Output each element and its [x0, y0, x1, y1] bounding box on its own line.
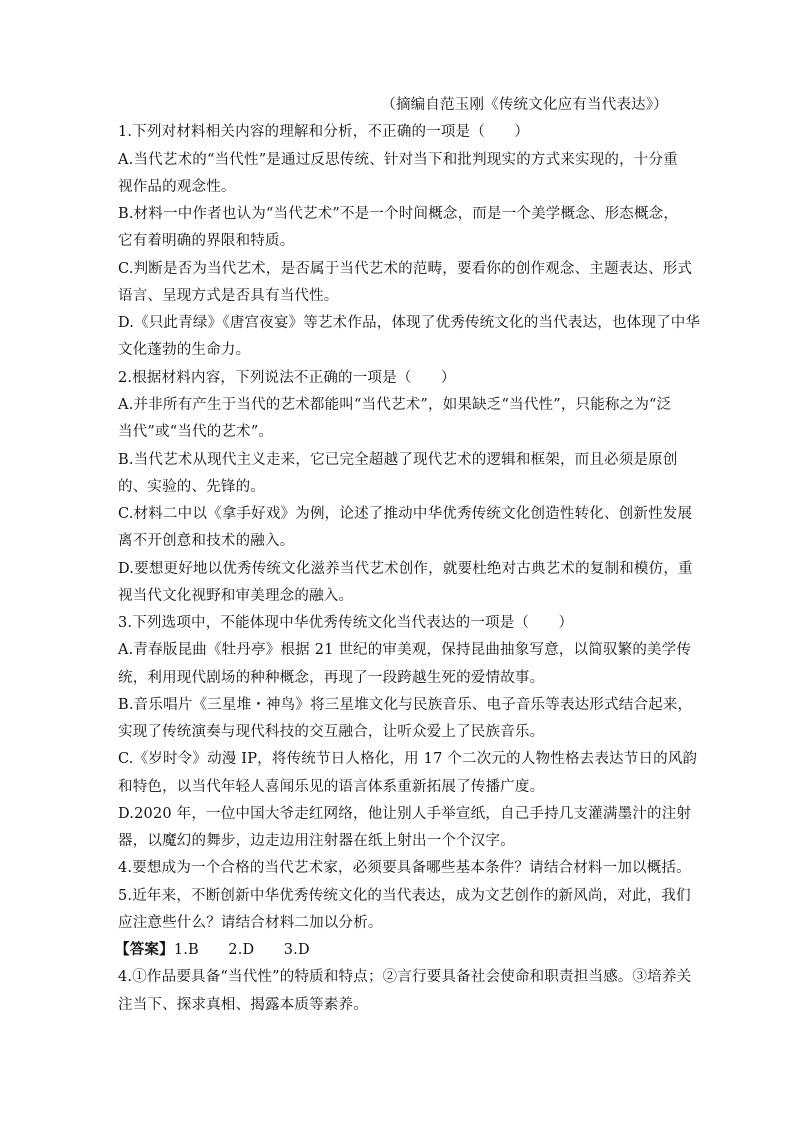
question-4: 4.要想成为一个合格的当代艺术家，必须要具备哪些基本条件？请结合材料一加以概括。 — [118, 860, 691, 876]
question-3-option-c-cont: 和特色，以当代年轻人喜闻乐见的语言体系重新拓展了传播广度。 — [118, 779, 545, 795]
question-1-option-b-cont: 它有着明确的界限和特质。 — [118, 233, 295, 249]
question-3-option-a: A.青春版昆曲《牡丹亭》根据 21 世纪的审美观，保持昆曲抽象写意，以简驭繁的美学传 — [118, 642, 692, 658]
question-2-option-b: B.当代艺术从现代主义走来，它已完全超越了现代艺术的逻辑和框架，而且必须是原创 — [118, 452, 678, 468]
question-3-option-b: B.音乐唱片《三星堆・神鸟》将三星堆文化与民族音乐、电子音乐等表达形式结合起来， — [118, 697, 693, 713]
question-3-option-d-cont: 器，以魔幻的舞步，边走边用注射器在纸上射出一个个汉字。 — [118, 833, 515, 849]
question-1-option-d-cont: 文化蓬勃的生命力。 — [118, 342, 251, 358]
answer-key — [115, 940, 310, 960]
question-3-stem: 3.下列选项中，不能体现中华优秀传统文化当代表达的一项是（ ） — [118, 615, 574, 631]
question-1-option-a-cont: 视作品的观念性。 — [118, 179, 236, 195]
question-1-option-a: A.当代艺术的“当代性”是通过反思传统、针对当下和批判现实的方式来实现的，十分重 — [118, 152, 678, 168]
question-3-option-a-cont: 统，利用现代剧场的种种概念，再现了一段跨越生死的爱情故事。 — [118, 670, 545, 686]
question-5-cont: 应注意些什么？请结合材料二加以分析。 — [118, 915, 383, 931]
answer-4-cont: 注当下、探求真相、揭露本质等素养。 — [118, 997, 368, 1013]
question-3-option-b-cont: 实现了传统演奏与现代科技的交互融合，让听众爱上了民族音乐。 — [118, 724, 545, 740]
question-1-option-c: C.判断是否为当代艺术，是否属于当代艺术的范畴，要看你的创作观念、主题表达、形式 — [118, 261, 693, 277]
question-2-option-b-cont: 的、实验的、先锋的。 — [118, 479, 265, 495]
question-3-option-c: C.《岁时令》动漫 IP，将传统节日人格化，用 17 个二次元的人物性格去表达节日的风韵 — [118, 751, 698, 767]
question-2-option-c-cont: 离不开创意和技术的融入。 — [118, 533, 295, 549]
source-citation: （摘编自范玉刚《传统文化应有当代表达》） — [381, 97, 668, 113]
answer-label: 【答案】 — [115, 941, 174, 958]
question-1-option-b: B.材料一中作者也认为“当代艺术”不是一个时间概念，而是一个美学概念、形态概念， — [118, 206, 679, 222]
question-2-option-a-cont: 当代”或“当代的艺术”。 — [118, 424, 274, 440]
answer-values: 1.B 2.D 3.D — [173, 942, 310, 958]
question-1-stem: 1.下列对材料相关内容的理解和分析，不正确的一项是（ ） — [118, 124, 530, 140]
question-1-option-c-cont: 语言、呈现方式是否具有当代性。 — [118, 288, 339, 304]
question-2-stem: 2.根据材料内容，下列说法不正确的一项是（ ） — [118, 370, 456, 386]
question-2-option-c: C.材料二中以《拿手好戏》为例，论述了推动中华优秀传统文化创造性转化、创新性发展 — [118, 506, 693, 522]
question-2-option-d-cont: 视当代文化视野和审美理念的融入。 — [118, 588, 354, 604]
question-2-option-a: A.并非所有产生于当代的艺术都能叫“当代艺术”，如果缺乏“当代性”，只能称之为“泛 — [118, 397, 672, 413]
question-5: 5.近年来，不断创新中华优秀传统文化的当代表达，成为文艺创作的新风尚，对此，我们 — [118, 888, 691, 904]
question-2-option-d: D.要想更好地以优秀传统文化滋养当代艺术创作，就要杜绝对古典艺术的复制和模仿，重 — [118, 561, 693, 577]
answer-4: 4.①作品要具备“当代性”的特质和特点；②言行要具备社会使命和职责担当感。③培养关 — [118, 969, 692, 985]
question-3-option-d: D.2020 年，一位中国大爷走红网络，他让别人手举宣纸，自己手持几支灌满墨汁的注射 — [118, 806, 692, 822]
question-1-option-d: D.《只此青绿》《唐宫夜宴》等艺术作品，体现了优秀传统文化的当代表达，也体现了中华 — [118, 315, 701, 331]
